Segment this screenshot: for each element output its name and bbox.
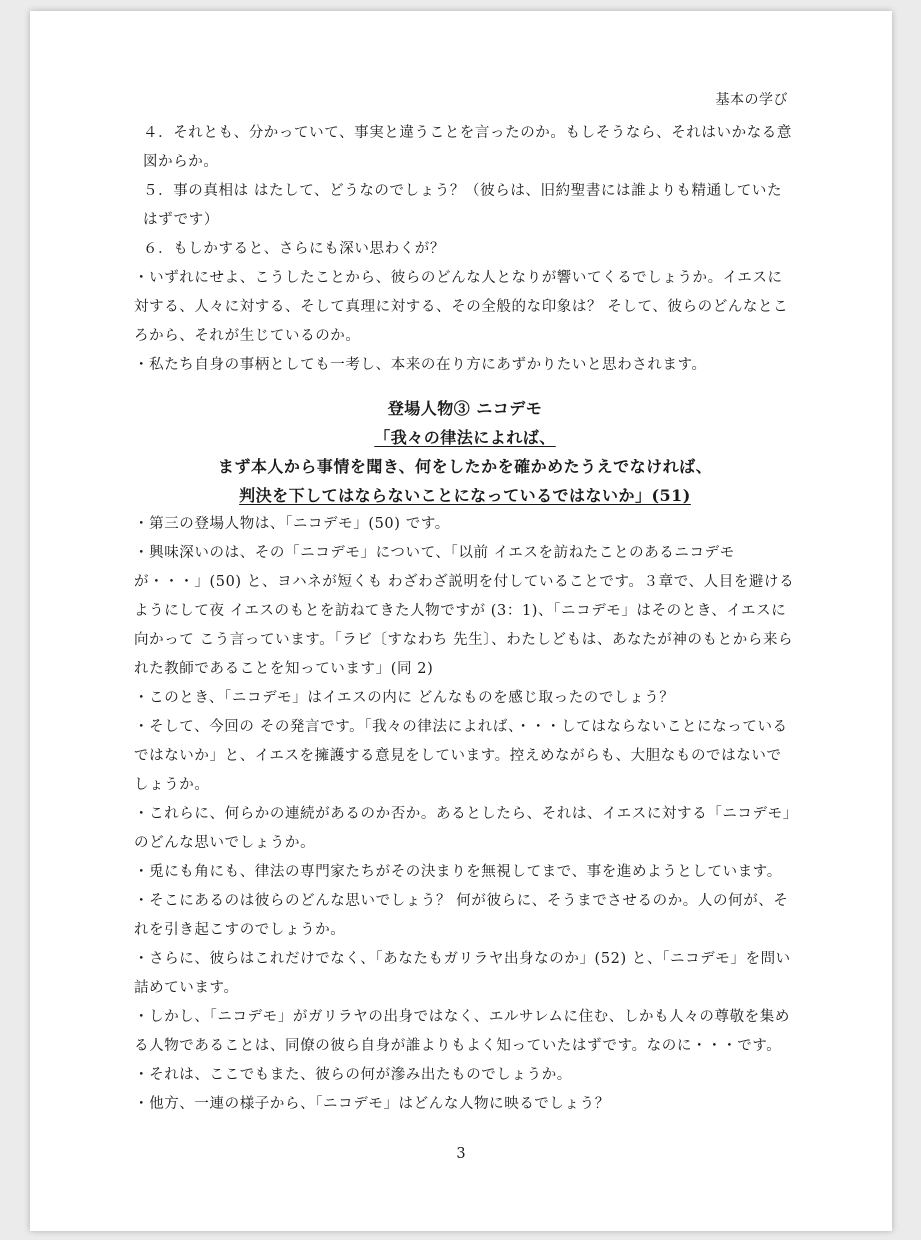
bullet-paragraph: ・他方、一連の様子から、「ニコデモ」はどんな人物に映るでしょう？ bbox=[134, 1096, 610, 1112]
page-number: 3 bbox=[456, 1146, 466, 1162]
bullet-paragraph: ・いずれにせよ、こうしたことから、彼らのどんな人となりが響いてくるでしょうか。イエスに対する、人々に対する、そして真理に対する、その全般的な印象は？ そして、彼らのどんなところから、それが生じているのか。 bbox=[134, 270, 789, 344]
running-header: 基本の学び bbox=[715, 92, 788, 108]
bullet-paragraph: ・そして、今回の その発言です。「我々の律法によれば、・・・してはならないことになっているではないか」と、イエスを擁護する意見をしています。控えめながらも、大胆なものではないでしょうか。 bbox=[134, 719, 788, 793]
document-page bbox=[30, 11, 892, 1231]
bullet-paragraph: ・兎にも角にも、律法の専門家たちがその決まりを無視してまで、事を進めようとしています。 bbox=[134, 864, 782, 880]
bullet-paragraph: ・さらに、彼らはこれだけでなく、「あなたもガリラヤ出身なのか」(52) と、「ニコデモ」を問い詰めています。 bbox=[134, 951, 791, 996]
section-heading: 登場人物③ ニコデモ bbox=[387, 399, 543, 418]
bullet-paragraph: ・このとき、「ニコデモ」はイエスの内に どんなものを感じ取ったのでしょう？ bbox=[134, 690, 675, 706]
section-quote-line-3: 判決を下してはならないことになっているではないか」(51) bbox=[239, 486, 691, 505]
numbered-item-6: ６．もしかすると、さらにも深い思わくが？ bbox=[143, 241, 445, 257]
bullet-paragraph: ・これらに、何らかの連続があるのか否か。あるとしたら、それは、イエスに対する「ニコデモ」のどんな思いでしょうか。 bbox=[134, 806, 791, 851]
bullet-paragraph: ・それは、ここでもまた、彼らの何が滲み出たものでしょうか。 bbox=[134, 1067, 572, 1083]
section-quote-line-1: 「我々の律法によれば、 bbox=[374, 428, 556, 447]
section-quote-line-2: まず本人から事情を聞き、何をしたかを確かめたうえでなければ、 bbox=[217, 457, 713, 476]
bullet-paragraph: ・私たち自身の事柄としても一考し、本来の在り方にあずかりたいと思わされます。 bbox=[134, 357, 707, 373]
document-body bbox=[134, 119, 796, 1119]
bullet-paragraph: ・第三の登場人物は、「ニコデモ」(50) です。 bbox=[134, 516, 450, 532]
numbered-item-5: ５．事の真相は はたして、どうなのでしょう？（彼らは、旧約聖書には誰よりも精通していたはずです） bbox=[143, 183, 783, 228]
bullet-paragraph: ・しかし、「ニコデモ」がガリラヤの出身ではなく、エルサレムに住む、しかも人々の尊敬を集める人物であることは、同僚の彼ら自身が誰よりもよく知っていたはずです。なのに・・・です。 bbox=[134, 1009, 790, 1054]
numbered-item-4: ４．それとも、分かっていて、事実と違うことを言ったのか。もしそうなら、それはいかなる意図からか。 bbox=[143, 125, 793, 170]
bullet-paragraph: ・興味深いのは、その「ニコデモ」について、「以前 イエスを訪ねたことのあるニコデモが・・・」(50) と、ヨハネが短くも わざわざ説明を付していることです。３章で、人目を避けるようにして夜 イエスのもとを訪ねてきた人物ですが (3：1)、「ニコデモ」はそのとき、イエスに向かって こう言っています。「ラビ〔すなわち 先生〕、わたしどもは、あなたが神のもとから来られた教師であることを知っています」(同 2) bbox=[134, 545, 795, 677]
bullet-paragraph: ・そこにあるのは彼らのどんな思いでしょう？ 何が彼らに、そうまでさせるのか。人の何が、それを引き起こすのでしょうか。 bbox=[134, 893, 789, 938]
